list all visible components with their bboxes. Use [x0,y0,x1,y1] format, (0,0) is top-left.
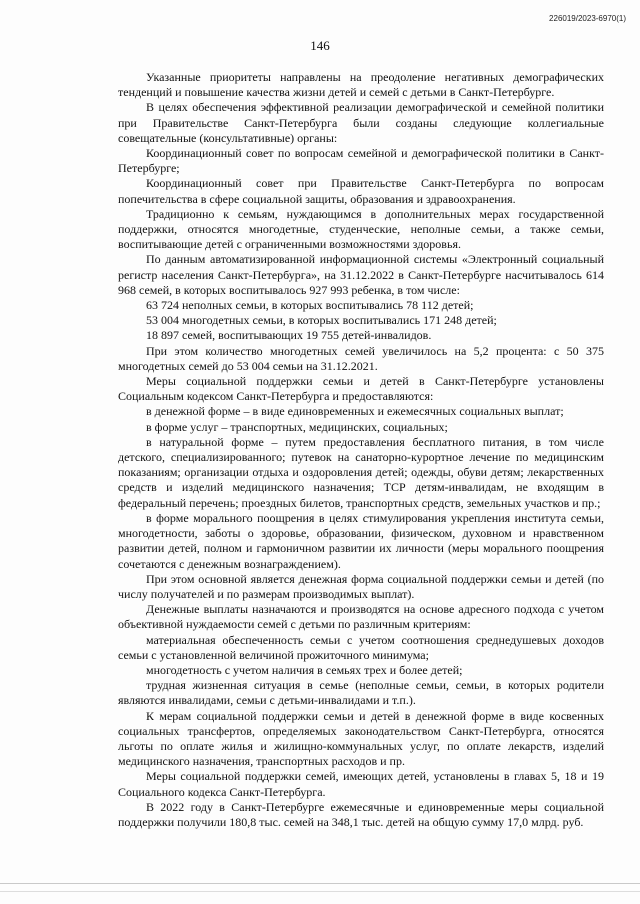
paragraph: По данным автоматизированной информационной системы «Электронный социальный регистр населения Санкт-Петербурга», на 31.12.2022 в Санкт-Петербурге насчитывалось 614 968 семей, в которых воспитывалось 927 993 ребенка, в том числе: [118,252,604,297]
paragraph: В целях обеспечения эффективной реализации демографической и семейной политики при Правительстве Санкт-Петербурга были созданы следующие коллегиальные совещательные (консультативные) органы: [118,100,604,145]
paragraph: При этом основной является денежная форма социальной поддержки семьи и детей (по числу получателей и по размерам производимых выплат). [118,571,604,601]
list-item: многодетность с учетом наличия в семьях трех и более детей; [146,662,463,677]
paragraph: Традиционно к семьям, нуждающимся в дополнительных мерах государственной поддержки, относятся многодетные, студенческие, неполные семьи, а также семьи, воспитывающие детей с ограниченными возможностями здоровья. [118,206,604,252]
list-item: 53 004 многодетных семьи, в которых воспитывались 171 248 детей; [146,313,497,328]
scan-edge-line [0,883,640,884]
list-item: 63 724 неполных семьи, в которых воспитывались 78 112 детей; [146,298,474,313]
paragraph: Меры социальной поддержки семей, имеющих детей, установлены в главах 5, 18 и 19 Социального кодекса Санкт-Петербурга. [118,769,604,799]
list-item: трудная жизненная ситуация в семье (неполные семьи, семьи, в которых родители являются инвалидами, семьи с детьми-инвалидами и т.п.). [118,678,604,708]
list-item: в денежной форме – в виде единовременных и ежемесячных социальных выплат; [146,404,564,419]
page-number: 146 [310,38,330,53]
document-id: 226019/2023-6970(1) [549,14,626,23]
list-item: материальная обеспеченность семьи с учетом соотношения среднедушевых доходов семьи с установленной величиной прожиточного минимума; [118,632,604,662]
paragraph: Координационный совет по вопросам семейной и демографической политики в Санкт-Петербурге; [118,146,604,176]
paragraph: Указанные приоритеты направлены на преодоление негативных демографических тенденций и повышение качества жизни детей и семей с детьми в Санкт-Петербурге. [118,70,604,100]
paragraph: При этом количество многодетных семей увеличилось на 5,2 процента: с 50 375 многодетных семей до 53 004 семьи на 31.12.2021. [118,343,604,373]
document-body [118,70,604,830]
paragraph: Меры социальной поддержки семьи и детей в Санкт-Петербурге установлены Социальным кодексом Санкт-Петербурга и предоставляются: [118,374,604,404]
paragraph: Денежные выплаты назначаются и производятся на основе адресного подхода с учетом объективной нуждаемости семей с детьми по различным критериям: [118,602,604,632]
list-item: в натуральной форме – путем предоставления бесплатного питания, в том числе детского, специализированного; путевок на санаторно-курортное лечение по медицинским показаниям; организации отдыха и оздоровления детей; одежды, обуви детям; лекарственных средств и изделий медицинского назначения; ТСР детям-инвалидам, не входящим в федеральный перечень; проездных билетов, транспортных средств, земельных участков и пр.; [118,434,604,510]
paragraph: К мерам социальной поддержки семьи и детей в денежной форме в виде косвенных социальных трансфертов, определяемых законодательством Санкт-Петербурга, относятся льготы по оплате жилья и жилищно-коммунальных услуг, по оплате лекарств, изделий медицинского назначения, транспортных расходов и пр. [118,708,604,769]
paragraph: Координационный совет при Правительстве Санкт-Петербурга по вопросам попечительства в сфере социальной защиты, образования и здравоохранения. [118,176,604,206]
paragraph: В 2022 году в Санкт-Петербурге ежемесячные и единовременные меры социальной поддержки получили 180,8 тыс. семей на 348,1 тыс. детей на общую сумму 17,0 млрд. руб. [118,799,604,829]
list-item: в форме морального поощрения в целях стимулирования укрепления института семьи, многодетности, заботы о здоровье, образовании, физическом, духовном и нравственном развитии детей, полном и гармоничном развитии их личности (меры морального поощрения сочетаются с денежным вознаграждением). [118,510,604,571]
scan-edge-line [0,891,640,892]
list-item: 18 897 семей, воспитывающих 19 755 детей-инвалидов. [146,328,432,343]
list-item: в форме услуг – транспортных, медицинских, социальных; [146,419,448,434]
